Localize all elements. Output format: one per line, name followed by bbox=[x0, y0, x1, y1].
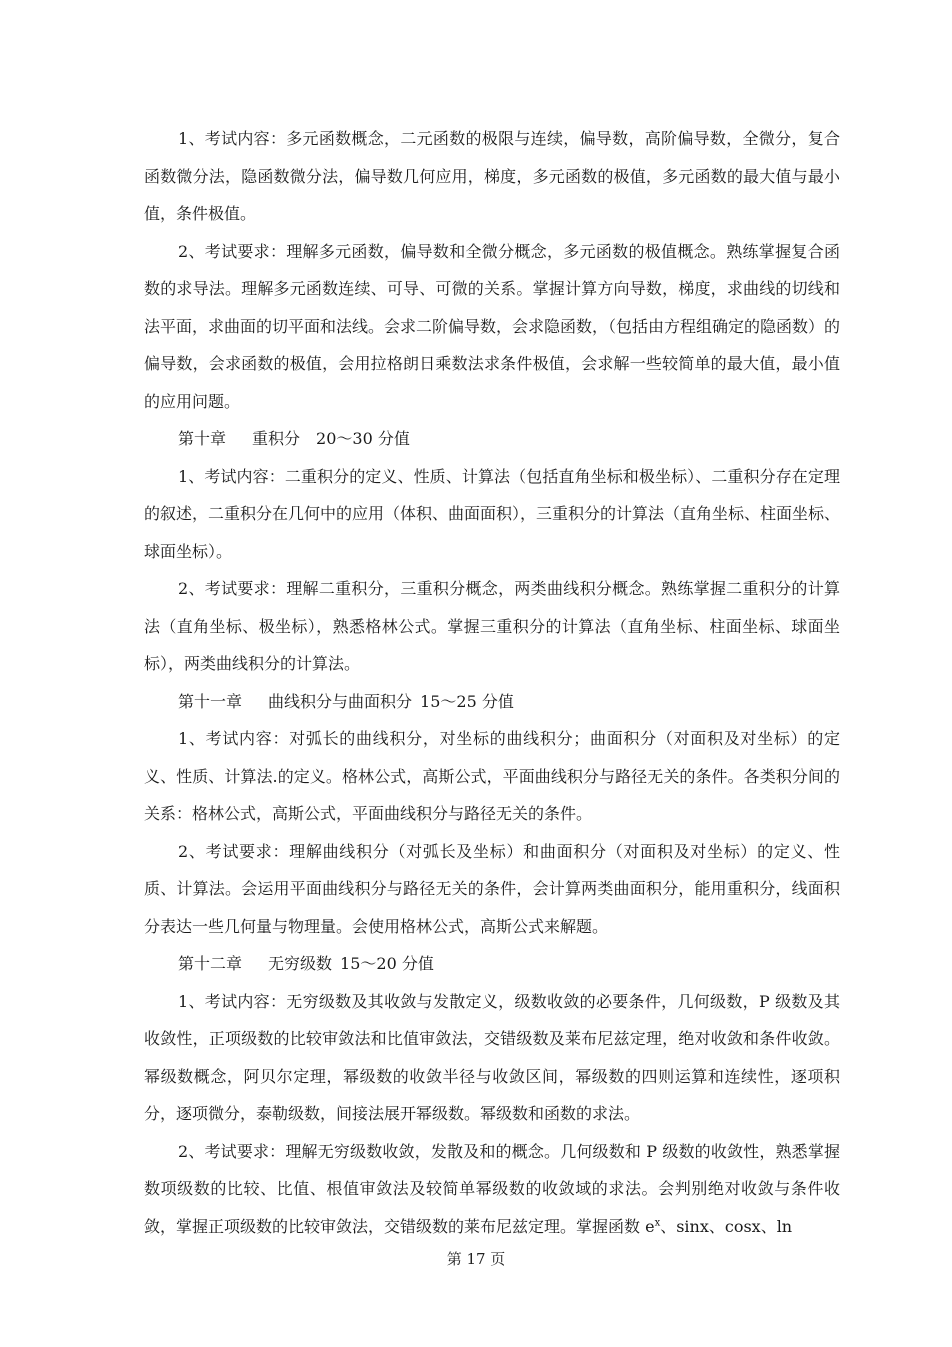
chapter-title: 无穷级数 bbox=[268, 954, 333, 973]
chapter-heading-11 bbox=[144, 683, 840, 721]
chapter-title: 曲线积分与曲面积分 bbox=[268, 691, 413, 711]
paragraph-text: 2、考试要求：理解无穷级数收敛，发散及和的概念。几何级数和 P 级数的收敛性，熟悉掌握数项级数的比较、比值、根值审敛法及较简单幂级数的收敛域的求法。会判别绝对收敛与条件收敛，掌握正项级数的比较审敛法，交错级数的莱布尼兹定理。掌握函数 e bbox=[144, 1141, 840, 1236]
chapter-title: 重积分 bbox=[252, 429, 301, 448]
chapter-number: 第十章 bbox=[178, 429, 227, 448]
chapter-number: 第十一章 bbox=[178, 691, 243, 711]
paragraph-exam-content-ch12: 1、考试内容：无穷级数及其收敛与发散定义，级数收敛的必要条件，几何级数，P 级数及其收敛性，正项级数的比较审敛法和比值审敛法，交错级数及莱布尼兹定理，绝对收敛和条件收敛。幂级数概念，阿贝尔定理，幂级数的收敛半径与收敛区间，幂级数的四则运算和连续性，逐项积分，逐项微分，泰勒级数，间接法展开幂级数。幂级数和函数的求法。 bbox=[144, 991, 840, 1123]
paragraph-exam-content-ch9: 1、考试内容：多元函数概念，二元函数的极限与连续，偏导数，高阶偏导数，全微分，复合函数微分法，隐函数微分法，偏导数几何应用，梯度，多元函数的极值，多元函数的最大值与最小值，条件极值。 bbox=[144, 129, 840, 223]
paragraph-exam-requirements-ch9: 2、考试要求：理解多元函数，偏导数和全微分概念，多元函数的极值概念。熟练掌握复合函数的求导法。理解多元函数连续、可导、可微的关系。掌握计算方向导数，梯度，求曲线的切线和法平面，求曲面的切平面和法线。会求二阶偏导数，会求隐函数，（包括由方程组确定的隐函数）的偏导数，会求函数的极值，会用拉格朗日乘数法求条件极值，会求解一些较简单的最大值，最小值的应用问题。 bbox=[144, 241, 841, 411]
superscript-x: x bbox=[654, 1217, 661, 1229]
chapter-score: 15～20 分值 bbox=[340, 954, 434, 973]
chapter-score: 15～25 分值 bbox=[420, 691, 514, 711]
chapter-number: 第十二章 bbox=[178, 954, 243, 973]
paragraph-exam-content-ch10: 1、考试内容：二重积分的定义、性质、计算法（包括直角坐标和极坐标）、二重积分存在定理的叙述，二重积分在几何中的应用（体积、曲面面积），三重积分的计算法（直角坐标、柱面坐标、球面坐标）。 bbox=[144, 466, 841, 561]
chapter-score: 20～30 分值 bbox=[316, 429, 410, 448]
page-content bbox=[144, 120, 840, 1245]
page-number: 第 17 页 bbox=[446, 1250, 506, 1268]
chapter-heading-12 bbox=[144, 945, 840, 983]
paragraph-exam-content-ch11: 1、考试内容：对弧长的曲线积分，对坐标的曲线积分；曲面积分（对面积及对坐标）的定义、性质、计算法.的定义。格林公式，高斯公式，平面曲线积分与路径无关的条件。各类积分间的关系：格林公式，高斯公式，平面曲线积分与路径无关的条件。 bbox=[144, 729, 840, 823]
paragraph-exam-requirements-ch12 bbox=[144, 1133, 840, 1246]
paragraph-exam-requirements-ch11: 2、考试要求：理解曲线积分（对弧长及坐标）和曲面积分（对面积及对坐标）的定义、性质、计算法。会运用平面曲线积分与路径无关的条件，会计算两类曲面积分，能用重积分，线面积分表达一些几何量与物理量。会使用格林公式，高斯公式来解题。 bbox=[144, 841, 840, 936]
paragraph-tail: 、sinx、cosx、ln bbox=[660, 1216, 793, 1236]
chapter-heading-10 bbox=[144, 420, 840, 458]
paragraph-exam-requirements-ch10: 2、考试要求：理解二重积分，三重积分概念，两类曲线积分概念。熟练掌握二重积分的计算法（直角坐标、极坐标），熟悉格林公式。掌握三重积分的计算法（直角坐标、柱面坐标、球面坐标），两类曲线积分的计算法。 bbox=[144, 579, 840, 673]
